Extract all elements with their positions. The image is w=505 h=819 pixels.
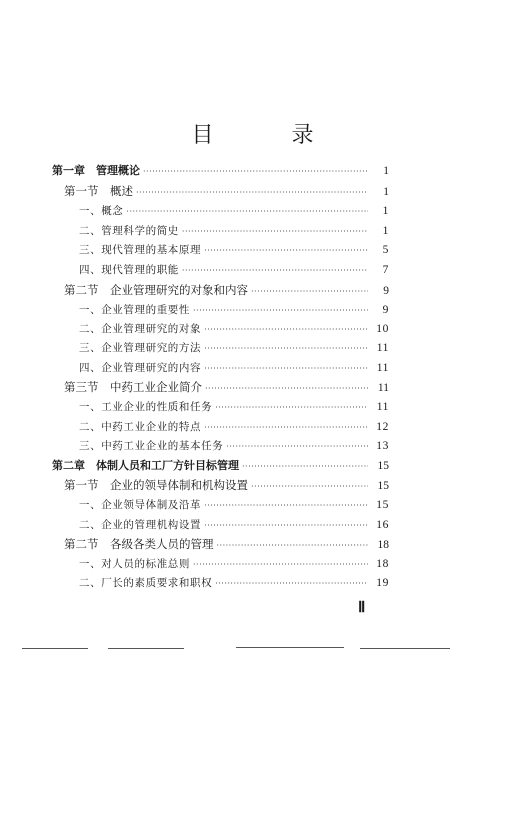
toc-entry-label: 第二节 各级各类人员的管理 xyxy=(64,537,214,551)
toc-entry-page: 18 xyxy=(376,558,389,570)
bottom-rule-3 xyxy=(236,647,344,648)
toc-entry-item xyxy=(79,557,389,572)
toc-entry-page: 1 xyxy=(383,186,389,198)
toc-entry-label: 二、企业管理研究的对象 xyxy=(79,323,202,335)
dot-leader xyxy=(182,264,368,278)
dot-leader xyxy=(204,244,368,258)
toc-entry-label: 一、概念 xyxy=(79,205,124,217)
toc-entry-page: 12 xyxy=(376,421,389,433)
toc-entry-item xyxy=(79,576,389,591)
toc-entry-item xyxy=(79,224,389,239)
dot-leader xyxy=(204,421,368,435)
toc-entry-page: 9 xyxy=(382,304,389,316)
dot-leader xyxy=(136,186,368,200)
toc-entry-item xyxy=(79,263,389,278)
dot-leader xyxy=(204,362,368,376)
toc-entry-item xyxy=(79,439,389,454)
toc-entry-page: 11 xyxy=(376,342,389,354)
toc-entry-label: 二、企业的管理机构设置 xyxy=(79,519,202,531)
toc-entry-item xyxy=(79,400,389,415)
toc-entry-label: 第二章 体制人员和工厂方针目标管理 xyxy=(52,459,239,472)
toc-entry-label: 第一章 管理概论 xyxy=(52,164,140,177)
toc-entry-page: 15 xyxy=(377,480,389,492)
toc-entry-label: 二、管理科学的简史 xyxy=(79,225,179,237)
toc-entry-label: 一、对人员的标准总则 xyxy=(79,558,190,570)
toc-entry-section xyxy=(64,537,389,553)
toc-entry-label: 四、现代管理的职能 xyxy=(79,264,179,276)
toc-entry-item xyxy=(79,361,389,376)
toc-entry-page: 18 xyxy=(377,539,389,551)
dot-leader xyxy=(242,460,368,474)
dot-leader xyxy=(126,205,368,219)
toc-entry-label: 一、企业领导体制及沿革 xyxy=(79,499,202,511)
toc-entry-page: 10 xyxy=(376,323,389,335)
toc-entry-item xyxy=(79,303,389,318)
bottom-rule-1 xyxy=(22,648,88,649)
dot-leader xyxy=(251,285,368,299)
dot-leader xyxy=(204,342,368,356)
page-folio: Ⅱ xyxy=(358,600,365,616)
toc-entry-label: 第二节 企业管理研究的对象和内容 xyxy=(64,283,248,297)
toc-entry-page: 16 xyxy=(376,519,389,531)
toc-entry-label: 三、中药工业企业的基本任务 xyxy=(79,440,224,452)
dot-leader xyxy=(205,382,368,396)
dot-leader xyxy=(182,225,368,239)
toc-entry-page: 19 xyxy=(376,577,389,589)
dot-leader xyxy=(251,480,368,494)
toc-entry-chapter xyxy=(52,459,389,474)
toc-entry-page: 11 xyxy=(376,362,389,374)
toc-entry-item xyxy=(79,204,389,219)
toc-entry-page: 15 xyxy=(377,460,389,472)
toc-entry-label: 三、现代管理的基本原理 xyxy=(79,244,202,256)
toc-entry-label: 第一节 概述 xyxy=(64,184,133,198)
toc-entry-item xyxy=(79,243,389,258)
toc-entry-label: 一、工业企业的性质和任务 xyxy=(79,401,213,413)
toc-entry-label: 一、企业管理的重要性 xyxy=(79,304,190,316)
toc-entry-page: 11 xyxy=(377,382,389,394)
toc-entry-label: 三、企业管理研究的方法 xyxy=(79,342,202,354)
dot-leader xyxy=(143,165,368,179)
toc-entry-page: 9 xyxy=(383,285,389,297)
toc-entry-item xyxy=(79,518,389,533)
toc-entry-section xyxy=(64,478,389,494)
dot-leader xyxy=(204,519,368,533)
toc-entry-page: 1 xyxy=(382,205,389,217)
toc-entry-page: 1 xyxy=(383,165,389,177)
toc-entry-label: 二、中药工业企业的特点 xyxy=(79,421,202,433)
toc-entry-section xyxy=(64,283,389,299)
toc-entry-page: 1 xyxy=(382,225,389,237)
toc-entry-label: 二、厂长的素质要求和职权 xyxy=(79,577,213,589)
toc-entry-item xyxy=(79,322,389,337)
toc-entry-page: 7 xyxy=(382,264,389,276)
toc-entry-section xyxy=(64,184,389,200)
bottom-rule-2 xyxy=(108,648,184,649)
toc-entry-label: 四、企业管理研究的内容 xyxy=(79,362,202,374)
dot-leader xyxy=(193,558,368,572)
dot-leader xyxy=(215,577,368,591)
toc-entry-page: 5 xyxy=(382,244,389,256)
page-title: 目 录 xyxy=(191,123,342,148)
dot-leader xyxy=(215,401,368,415)
toc-entry-item xyxy=(79,498,389,513)
dot-leader xyxy=(204,323,368,337)
toc-entry-page: 13 xyxy=(376,440,389,452)
toc-entry-page: 15 xyxy=(376,499,389,511)
toc-entry-label: 第三节 中药工业企业简介 xyxy=(64,380,202,394)
toc-entry-item xyxy=(79,341,389,356)
toc-entry-label: 第一节 企业的领导体制和机构设置 xyxy=(64,478,248,492)
toc-entry-page: 11 xyxy=(376,401,389,413)
toc-entry-section xyxy=(64,380,389,396)
dot-leader xyxy=(226,440,368,454)
dot-leader xyxy=(193,304,368,318)
toc-entry-item xyxy=(79,420,389,435)
toc-entry-chapter xyxy=(52,164,389,179)
dot-leader xyxy=(204,499,368,513)
dot-leader xyxy=(217,539,369,553)
bottom-rule-4 xyxy=(360,648,450,649)
